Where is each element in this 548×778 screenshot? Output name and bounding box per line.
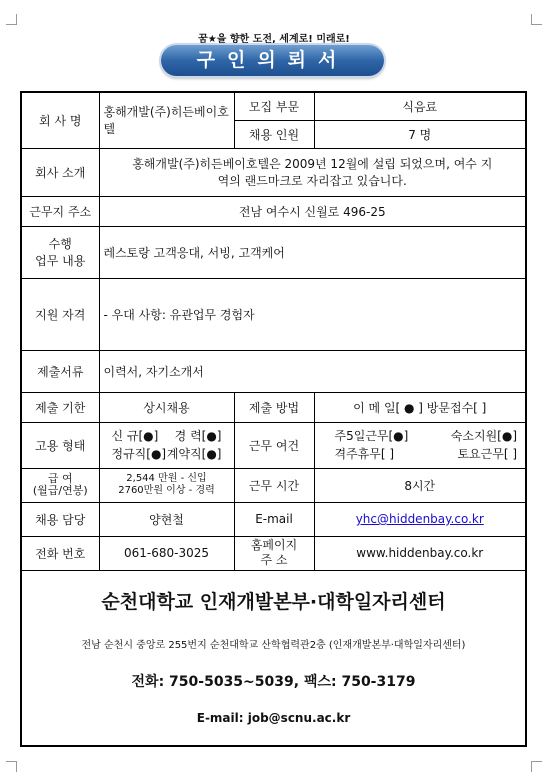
employment-regular: 정규직[●] — [111, 447, 167, 461]
employment-label: 고용 형태 — [21, 422, 99, 468]
manager-label: 채용 담당 — [21, 502, 99, 536]
job-request-form — [20, 91, 527, 747]
condition-alt-week: 격주휴무[ ] — [334, 447, 395, 461]
hours-value: 8시간 — [314, 468, 526, 502]
deadline-label: 제출 기한 — [21, 392, 99, 422]
salary-label-line: (월급/연봉) — [32, 484, 88, 497]
employment-new: 신 규[●] — [111, 429, 159, 443]
duties-value: 레스토랑 고객응대, 서빙, 고객케어 — [99, 226, 526, 278]
intro-label: 회사 소개 — [21, 148, 99, 196]
qualifications-value: - 우대 사항: 유관업무 경험자 — [99, 278, 526, 350]
slogan: 꿈★을 향한 도전, 세계로! 미래로! — [198, 34, 350, 45]
salary-line: 2760만원 이상 - 경력 — [118, 485, 215, 496]
email-cell — [314, 502, 526, 536]
intro-value: 홍해개발(주)히든베이호텔은 2009년 12월에 설립 되었으며, 여수 지역의 랜드마크로 자리잡고 있습니다. — [99, 148, 526, 196]
employment-options — [99, 422, 234, 468]
salary-label-line: 급 여 — [47, 472, 73, 485]
homepage-label — [234, 536, 314, 570]
footer-address: 전남 순천시 중앙로 255번지 순천대학교 산학협력관2층 (인재개발본부·대학일자리센터) — [81, 639, 466, 651]
salary-value — [99, 468, 234, 502]
footer-email: E-mail: job@scnu.ac.kr — [196, 710, 351, 725]
hours-label: 근무 시간 — [234, 468, 314, 502]
phone-value: 061-680-3025 — [99, 536, 234, 570]
page-title: 구인의뢰서 — [161, 45, 384, 76]
qualifications-label: 지원 자격 — [21, 278, 99, 350]
location-value: 전남 여수시 신월로 496-25 — [99, 196, 526, 226]
method-label: 제출 방법 — [234, 392, 314, 422]
footer-cell — [21, 570, 526, 746]
homepage-value: www.hiddenbay.co.kr — [314, 536, 526, 570]
homepage-label-line: 주 소 — [260, 553, 288, 567]
condition-saturday: 토요근무[ ] — [457, 447, 517, 461]
dept-label: 모집 부문 — [234, 92, 314, 120]
corner-mark — [531, 761, 542, 772]
location-label: 근무지 주소 — [21, 196, 99, 226]
company-label: 회 사 명 — [21, 92, 99, 148]
employment-career: 경 력[●] — [174, 429, 222, 443]
footer-tel: 전화: 750-5035~5039, 팩스: 750-3179 — [131, 673, 416, 690]
duties-label — [21, 226, 99, 278]
method-value: 이 메 일[ ● ] 방문접수[ ] — [314, 392, 526, 422]
documents-value: 이력서, 자기소개서 — [99, 350, 526, 392]
headcount-label: 채용 인원 — [234, 120, 314, 148]
email-link[interactable]: yhc@hiddenbay.co.kr — [355, 512, 484, 526]
documents-label: 제출서류 — [21, 350, 99, 392]
employment-contract: 계약직[●] — [166, 447, 222, 461]
deadline-value: 상시채용 — [99, 392, 234, 422]
footer — [26, 587, 521, 725]
salary-label — [21, 468, 99, 502]
corner-mark — [6, 14, 17, 25]
corner-mark — [6, 761, 17, 772]
headcount-value: 7 명 — [314, 120, 526, 148]
email-label: E-mail — [234, 502, 314, 536]
manager-value: 양현철 — [99, 502, 234, 536]
condition-five-day: 주5일근무[●] — [334, 429, 409, 443]
condition-housing: 숙소지원[●] — [450, 429, 517, 443]
phone-label: 전화 번호 — [21, 536, 99, 570]
duties-label-line: 수행 — [48, 237, 72, 251]
dept-value: 식음료 — [314, 92, 526, 120]
conditions-label: 근무 여건 — [234, 422, 314, 468]
homepage-label-line: 홈페이지 — [250, 538, 298, 552]
conditions-options — [314, 422, 526, 468]
duties-label-line: 업무 내용 — [35, 254, 86, 268]
corner-mark — [531, 14, 542, 25]
company-name: 홍해개발(주)히든베이호텔 — [99, 92, 234, 148]
footer-org: 순천대학교 인재개발본부·대학일자리센터 — [101, 590, 446, 613]
salary-line: 2,544 만원 - 신입 — [126, 473, 207, 484]
